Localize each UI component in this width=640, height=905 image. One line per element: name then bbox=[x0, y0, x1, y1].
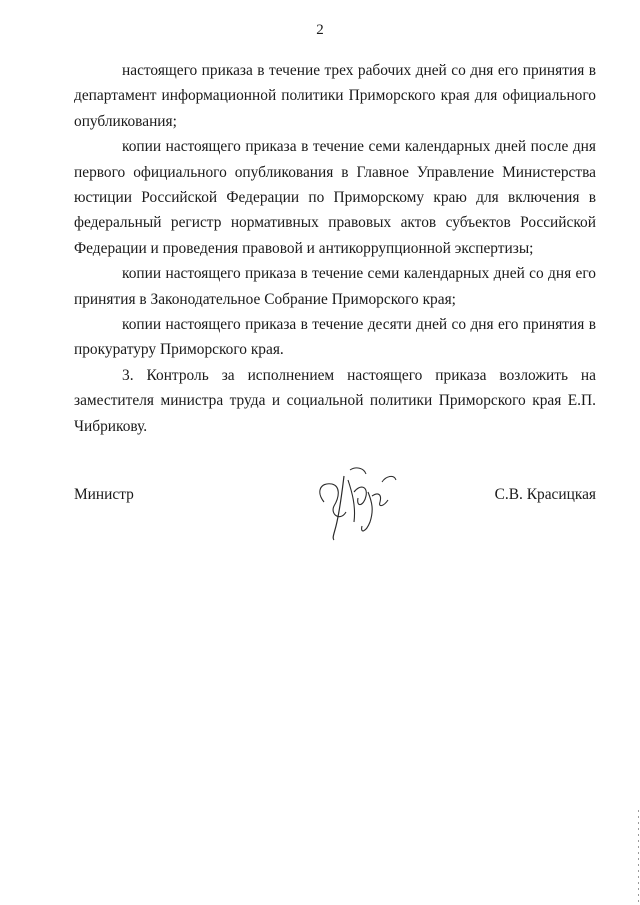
document-body bbox=[74, 58, 596, 439]
paragraph-prosecutor: копии настоящего приказа в течение десяти дней со дня его принятия в прокуратуру Приморского края. bbox=[74, 316, 596, 359]
paragraph-ministry-of-justice: копии настоящего приказа в течение семи календарных дней после дня первого официального опубликования в Главное Управление Министерства юстиции Российской Федерации по Приморскому краю для включения в федеральный регистр нормативных правовых актов субъектов Российской Федерации и проведения правовой и антикоррупционной экспертизы; bbox=[74, 138, 596, 257]
handwritten-signature bbox=[310, 462, 405, 542]
scan-edge-mark bbox=[638, 810, 639, 905]
paragraph-legislative-assembly: копии настоящего приказа в течение семи календарных дней со дня его принятия в Законодательное Собрание Приморского края; bbox=[74, 265, 596, 308]
page-number: 2 bbox=[316, 22, 324, 38]
paragraph-control: 3. Контроль за исполнением настоящего приказа возложить на заместителя министра труда и социальной политики Приморского края Е.П. Чибрикову. bbox=[74, 366, 596, 435]
signatory-name: С.В. Красицкая bbox=[494, 486, 596, 503]
signatory-title: Министр bbox=[74, 486, 134, 503]
paragraph-publication: настоящего приказа в течение трех рабочих дней со дня его принятия в департамент информационной политики Приморского края для официального опубликования; bbox=[74, 62, 596, 130]
